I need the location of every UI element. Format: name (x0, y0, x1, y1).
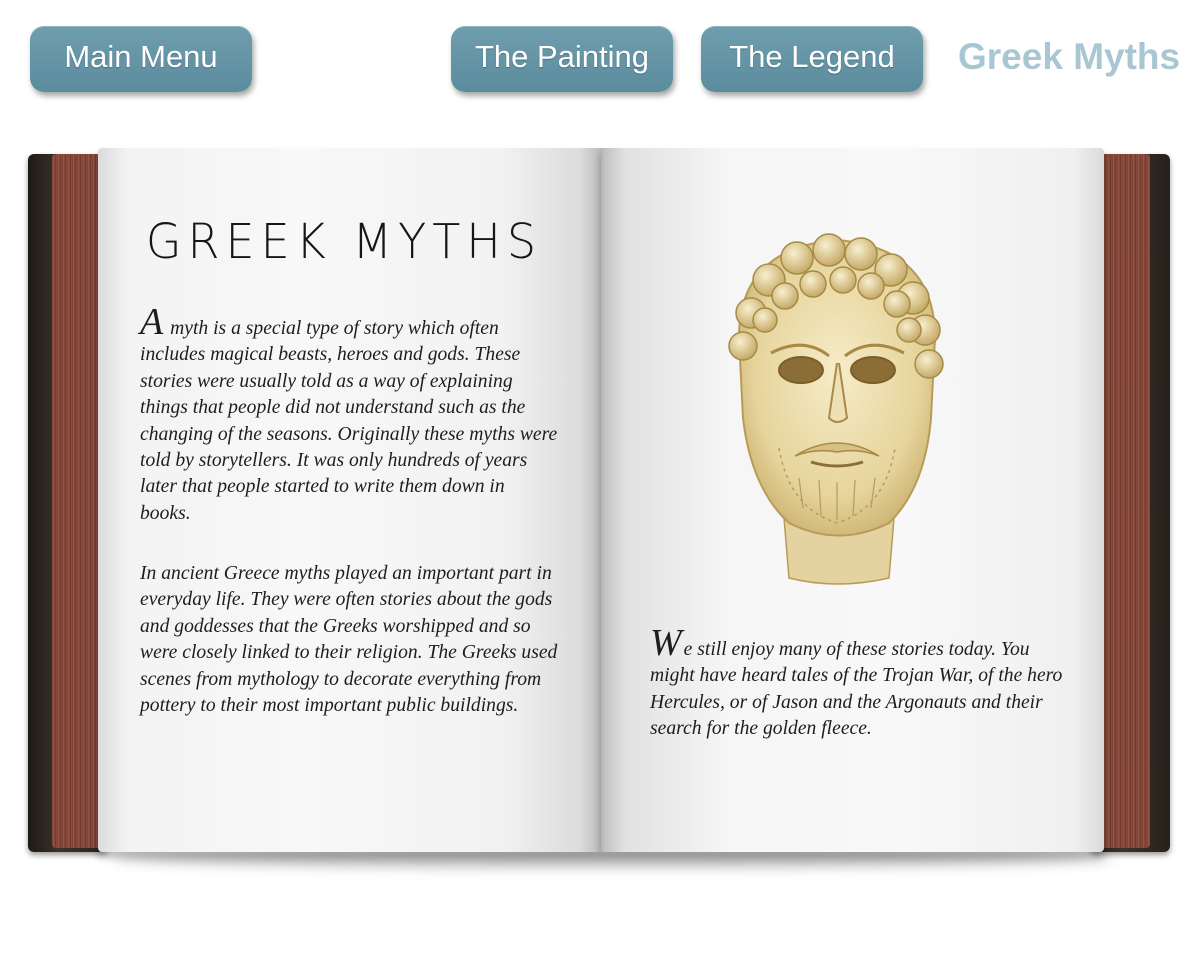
page-edges-right (1102, 154, 1150, 848)
brand-title: Greek Myths (958, 36, 1181, 77)
drop-cap: W (650, 622, 682, 664)
the-legend-button[interactable]: The Legend (701, 26, 923, 92)
drop-cap: A (140, 301, 164, 343)
book-spine (580, 148, 624, 852)
page-title: GREEK MYTHS (145, 212, 543, 270)
ancient-greece-paragraph: In ancient Greece myths played an important part in everyday life. They were often stories about the gods and goddesses that the Greeks worshipped and so were closely linked to their religion. The Greeks used scenes from mythology to decorate everything from pottery to their most important public buildings. (140, 563, 558, 717)
the-painting-button[interactable]: The Painting (451, 26, 673, 92)
greek-bust-icon (699, 218, 974, 588)
intro-paragraph-text: myth is a special type of story which often includes magical beasts, heroes and gods. These stories were usually told as a way of explaining things that people did not understand such as the changing of the seasons. Originally these myths were told by storytellers. It was only hundreds of years later that people started to write them down in books. (140, 318, 558, 524)
main-menu-button[interactable]: Main Menu (30, 26, 252, 92)
open-book (24, 144, 1174, 874)
page-edges-left (52, 154, 100, 848)
intro-paragraph (140, 301, 560, 527)
today-paragraph-text: e still enjoy many of these stories today. You might have heard tales of the Trojan War, of the hero Hercules, or of Jason and the Argonauts and their search for the golden fleece. (650, 639, 1063, 740)
today-paragraph (650, 622, 1070, 743)
